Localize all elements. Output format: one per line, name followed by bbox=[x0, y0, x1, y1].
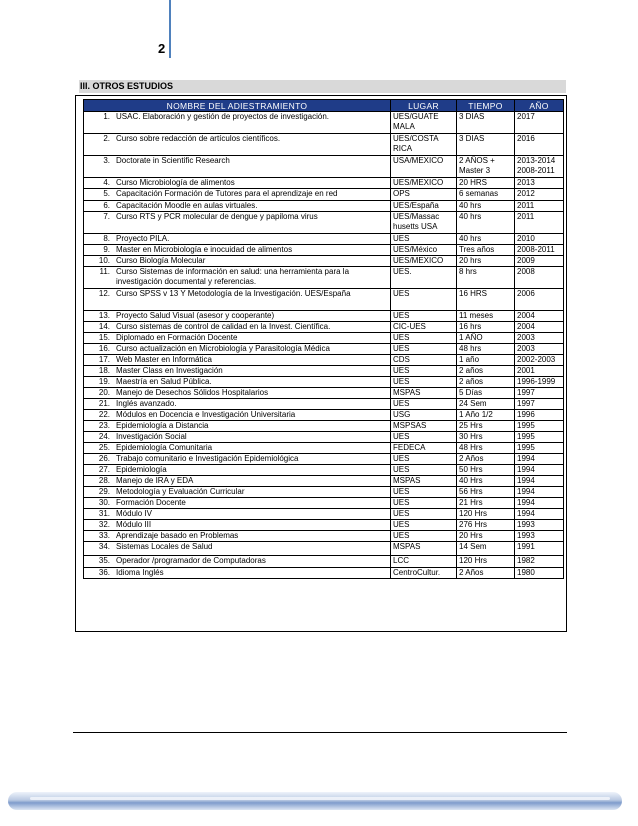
training-name-cell bbox=[84, 156, 391, 178]
place-cell: UES/MEXICO bbox=[391, 256, 457, 267]
table-row bbox=[84, 112, 564, 134]
place-cell: UES bbox=[391, 487, 457, 498]
row-number: 6. bbox=[103, 201, 110, 210]
table-row bbox=[84, 454, 564, 465]
table-row bbox=[84, 201, 564, 212]
table-row bbox=[84, 509, 564, 520]
training-name-cell bbox=[84, 410, 391, 421]
year-cell: 2009 bbox=[515, 256, 564, 267]
year-cell: 2017 bbox=[515, 112, 564, 134]
place-cell: UES bbox=[391, 344, 457, 355]
year-cell: 1994 bbox=[515, 487, 564, 498]
table-row bbox=[84, 432, 564, 443]
duration-cell: 48 Hrs bbox=[457, 443, 515, 454]
training-name: Investigación Social bbox=[116, 432, 187, 441]
row-number: 26. bbox=[98, 454, 110, 463]
place-cell: UES bbox=[391, 454, 457, 465]
training-name: Curso Microbiología de alimentos bbox=[116, 178, 235, 187]
training-name-cell bbox=[84, 333, 391, 344]
training-name-cell bbox=[84, 399, 391, 410]
training-name: Curso Biología Molecular bbox=[116, 256, 206, 265]
training-name: Capacitación Formación de Tutores para el aprendizaje en red bbox=[116, 189, 338, 198]
place-cell: UES bbox=[391, 289, 457, 311]
training-name-cell bbox=[84, 134, 391, 156]
training-name-cell bbox=[84, 201, 391, 212]
table-row bbox=[84, 542, 564, 556]
year-cell: 1993 bbox=[515, 520, 564, 531]
year-cell: 2013-2014 2008-2011 bbox=[515, 156, 564, 178]
training-name: Metodología y Evaluación Curricular bbox=[116, 487, 245, 496]
row-number: 10. bbox=[98, 256, 110, 265]
row-number: 34. bbox=[98, 542, 110, 551]
place-cell: USA/MEXICO bbox=[391, 156, 457, 178]
place-cell: FEDECA bbox=[391, 443, 457, 454]
training-table bbox=[83, 99, 564, 579]
training-name-cell bbox=[84, 487, 391, 498]
place-cell: UES/España bbox=[391, 201, 457, 212]
place-cell: CDS bbox=[391, 355, 457, 366]
year-cell: 1996 bbox=[515, 410, 564, 421]
training-name: Manejo de IRA y EDA bbox=[116, 476, 194, 485]
training-name-cell bbox=[84, 556, 391, 568]
row-number: 14. bbox=[98, 322, 110, 331]
training-name: Curso RTS y PCR molecular de dengue y papiloma virus bbox=[116, 212, 318, 221]
training-name-cell bbox=[84, 476, 391, 487]
table-row bbox=[84, 189, 564, 201]
table-row bbox=[84, 556, 564, 568]
table-row bbox=[84, 212, 564, 234]
row-number: 12. bbox=[98, 289, 110, 298]
training-name: Sistemas Locales de Salud bbox=[116, 542, 213, 551]
training-name-cell bbox=[84, 289, 391, 311]
year-cell: 2013 bbox=[515, 178, 564, 189]
row-number: 23. bbox=[98, 421, 110, 430]
table-row bbox=[84, 333, 564, 344]
page-number: 2 bbox=[158, 41, 166, 56]
row-number: 33. bbox=[98, 531, 110, 540]
year-cell: 1993 bbox=[515, 531, 564, 542]
training-name-cell bbox=[84, 509, 391, 520]
training-name-cell bbox=[84, 189, 391, 201]
place-cell: MSPAS bbox=[391, 542, 457, 556]
year-cell: 2012 bbox=[515, 189, 564, 201]
duration-cell: 6 semanas bbox=[457, 189, 515, 201]
place-cell: UES bbox=[391, 366, 457, 377]
place-cell: MSPSAS bbox=[391, 421, 457, 432]
duration-cell: 3 DIAS bbox=[457, 112, 515, 134]
table-row bbox=[84, 322, 564, 333]
table-header-row bbox=[84, 100, 564, 112]
duration-cell: 8 hrs bbox=[457, 267, 515, 289]
row-number: 21. bbox=[98, 399, 110, 408]
training-name: Master Class en Investigación bbox=[116, 366, 223, 375]
training-name-cell bbox=[84, 542, 391, 556]
duration-cell: 2 Años bbox=[457, 568, 515, 579]
training-name: Proyecto Salud Visual (asesor y cooperante) bbox=[116, 311, 275, 320]
training-name: Operador /programador de Computadoras bbox=[116, 556, 266, 565]
year-cell: 2003 bbox=[515, 333, 564, 344]
table-row bbox=[84, 388, 564, 399]
year-cell: 1995 bbox=[515, 443, 564, 454]
row-number: 4. bbox=[103, 178, 110, 187]
year-cell: 1994 bbox=[515, 498, 564, 509]
duration-cell: 40 hrs bbox=[457, 201, 515, 212]
duration-cell: 20 hrs bbox=[457, 256, 515, 267]
place-cell: USG bbox=[391, 410, 457, 421]
year-cell: 2004 bbox=[515, 311, 564, 322]
training-name: Curso actualización en Microbiología y Parasitología Médica bbox=[116, 344, 330, 353]
row-number: 36. bbox=[98, 568, 110, 577]
place-cell: MSPAS bbox=[391, 476, 457, 487]
place-cell: UES bbox=[391, 311, 457, 322]
year-cell: 2010 bbox=[515, 234, 564, 245]
training-name-cell bbox=[84, 256, 391, 267]
place-cell: UES bbox=[391, 234, 457, 245]
header-vertical-rule bbox=[169, 0, 171, 58]
year-cell: 1995 bbox=[515, 432, 564, 443]
training-name: Epidemiología a Distancia bbox=[116, 421, 209, 430]
table-row bbox=[84, 421, 564, 432]
row-number: 30. bbox=[98, 498, 110, 507]
row-number: 22. bbox=[98, 410, 110, 419]
duration-cell: 1 año bbox=[457, 355, 515, 366]
row-number: 29. bbox=[98, 487, 110, 496]
duration-cell: 3 DIAS bbox=[457, 134, 515, 156]
duration-cell: 40 hrs bbox=[457, 234, 515, 245]
training-name: Curso sistemas de control de calidad en la Invest. Científica. bbox=[116, 322, 331, 331]
training-name-cell bbox=[84, 388, 391, 399]
row-number: 17. bbox=[98, 355, 110, 364]
duration-cell: 16 hrs bbox=[457, 322, 515, 333]
place-cell: LCC bbox=[391, 556, 457, 568]
table-row bbox=[84, 410, 564, 421]
row-number: 31. bbox=[98, 509, 110, 518]
duration-cell: Tres años bbox=[457, 245, 515, 256]
year-cell: 1995 bbox=[515, 421, 564, 432]
row-number: 16. bbox=[98, 344, 110, 353]
row-number: 18. bbox=[98, 366, 110, 375]
training-name: Master en Microbiología e inocuidad de alimentos bbox=[116, 245, 293, 254]
year-cell: 1980 bbox=[515, 568, 564, 579]
table-row bbox=[84, 234, 564, 245]
training-name: Curso SPSS v 13 Y Metodología de la Investigación. UES/España bbox=[116, 289, 351, 298]
duration-cell: 56 Hrs bbox=[457, 487, 515, 498]
table-row bbox=[84, 289, 564, 311]
place-cell: MSPAS bbox=[391, 388, 457, 399]
duration-cell: 20 HRS bbox=[457, 178, 515, 189]
year-cell: 1996-1999 bbox=[515, 377, 564, 388]
place-cell: UES bbox=[391, 333, 457, 344]
footer-decoration bbox=[8, 792, 622, 810]
training-name-cell bbox=[84, 432, 391, 443]
table-row bbox=[84, 531, 564, 542]
training-name-cell bbox=[84, 267, 391, 289]
row-number: 25. bbox=[98, 443, 110, 452]
table-row bbox=[84, 443, 564, 454]
duration-cell: 1 Año 1/2 bbox=[457, 410, 515, 421]
place-cell: UES bbox=[391, 377, 457, 388]
duration-cell: 1 AÑO bbox=[457, 333, 515, 344]
training-name: Maestría en Salud Pública. bbox=[116, 377, 212, 386]
training-name: Módulo IV bbox=[116, 509, 153, 518]
place-cell: UES/México bbox=[391, 245, 457, 256]
duration-cell: 5 Días bbox=[457, 388, 515, 399]
training-name: USAC. Elaboración y gestión de proyectos de investigación. bbox=[116, 112, 330, 121]
year-cell: 2002-2003 bbox=[515, 355, 564, 366]
year-cell: 2003 bbox=[515, 344, 564, 355]
place-cell: UES/COSTA RICA bbox=[391, 134, 457, 156]
training-name-cell bbox=[84, 454, 391, 465]
duration-cell: 48 hrs bbox=[457, 344, 515, 355]
row-number: 27. bbox=[98, 465, 110, 474]
table-row bbox=[84, 520, 564, 531]
footer-rule bbox=[73, 732, 567, 733]
year-cell: 2006 bbox=[515, 289, 564, 311]
duration-cell: 120 Hrs bbox=[457, 556, 515, 568]
year-cell: 2004 bbox=[515, 322, 564, 333]
training-name-cell bbox=[84, 245, 391, 256]
duration-cell: 50 Hrs bbox=[457, 465, 515, 476]
row-number: 9. bbox=[103, 245, 110, 254]
place-cell: UES bbox=[391, 432, 457, 443]
training-name: Idioma Inglés bbox=[116, 568, 164, 577]
training-name: Trabajo comunitario e Investigación Epidemiológica bbox=[116, 454, 299, 463]
place-cell: UES. bbox=[391, 267, 457, 289]
row-number: 15. bbox=[98, 333, 110, 342]
year-cell: 2011 bbox=[515, 212, 564, 234]
header-year: AÑO bbox=[515, 100, 564, 112]
training-name-cell bbox=[84, 311, 391, 322]
table-row bbox=[84, 465, 564, 476]
training-name-cell bbox=[84, 322, 391, 333]
table-row bbox=[84, 476, 564, 487]
row-number: 8. bbox=[103, 234, 110, 243]
duration-cell: 2 Años bbox=[457, 454, 515, 465]
training-name: Aprendizaje basado en Problemas bbox=[116, 531, 239, 540]
duration-cell: 11 meses bbox=[457, 311, 515, 322]
place-cell: UES bbox=[391, 498, 457, 509]
training-name-cell bbox=[84, 355, 391, 366]
training-name: Curso sobre redacción de artículos científicos. bbox=[116, 134, 281, 143]
table-row bbox=[84, 134, 564, 156]
duration-cell: 276 Hrs bbox=[457, 520, 515, 531]
training-name: Doctorate in Scientific Research bbox=[116, 156, 230, 165]
year-cell: 1994 bbox=[515, 465, 564, 476]
place-cell: UES bbox=[391, 520, 457, 531]
row-number: 28. bbox=[98, 476, 110, 485]
duration-cell: 16 HRS bbox=[457, 289, 515, 311]
duration-cell: 25 Hrs bbox=[457, 421, 515, 432]
table-row bbox=[84, 311, 564, 322]
training-name: Inglés avanzado. bbox=[116, 399, 177, 408]
row-number: 20. bbox=[98, 388, 110, 397]
place-cell: OPS bbox=[391, 189, 457, 201]
place-cell: CentroCultur. bbox=[391, 568, 457, 579]
training-name-cell bbox=[84, 520, 391, 531]
table-row bbox=[84, 399, 564, 410]
place-cell: UES/MEXICO bbox=[391, 178, 457, 189]
section-title: III. OTROS ESTUDIOS bbox=[79, 80, 566, 93]
training-name: Epidemiología bbox=[116, 465, 167, 474]
year-cell: 2001 bbox=[515, 366, 564, 377]
row-number: 7. bbox=[103, 212, 110, 221]
table-row bbox=[84, 377, 564, 388]
year-cell: 2016 bbox=[515, 134, 564, 156]
training-name-cell bbox=[84, 421, 391, 432]
duration-cell: 24 Sem bbox=[457, 399, 515, 410]
training-name: Módulos en Docencia e Investigación Universitaria bbox=[116, 410, 296, 419]
table-row bbox=[84, 267, 564, 289]
duration-cell: 14 Sem bbox=[457, 542, 515, 556]
duration-cell: 120 Hrs bbox=[457, 509, 515, 520]
table-row bbox=[84, 366, 564, 377]
duration-cell: 40 Hrs bbox=[457, 476, 515, 487]
table-row bbox=[84, 178, 564, 189]
place-cell: UES/GUATE MALA bbox=[391, 112, 457, 134]
training-name-cell bbox=[84, 498, 391, 509]
table-row bbox=[84, 355, 564, 366]
place-cell: UES/Massac husetts USA bbox=[391, 212, 457, 234]
training-name-cell bbox=[84, 465, 391, 476]
table-row bbox=[84, 498, 564, 509]
header-name: NOMBRE DEL ADIESTRAMIENTO bbox=[84, 100, 391, 112]
footer-highlight bbox=[30, 797, 610, 800]
training-name-cell bbox=[84, 212, 391, 234]
row-number: 35. bbox=[98, 556, 110, 565]
training-name: Web Master en Informática bbox=[116, 355, 212, 364]
training-name: Capacitación Moodle en aulas virtuales. bbox=[116, 201, 258, 210]
duration-cell: 40 hrs bbox=[457, 212, 515, 234]
row-number: 5. bbox=[103, 189, 110, 198]
place-cell: CIC-UES bbox=[391, 322, 457, 333]
training-name-cell bbox=[84, 366, 391, 377]
training-name: Formación Docente bbox=[116, 498, 186, 507]
row-number: 3. bbox=[103, 156, 110, 165]
place-cell: UES bbox=[391, 531, 457, 542]
duration-cell: 30 Hrs bbox=[457, 432, 515, 443]
row-number: 1. bbox=[103, 112, 110, 121]
year-cell: 1997 bbox=[515, 388, 564, 399]
training-name-cell bbox=[84, 112, 391, 134]
table-body bbox=[84, 112, 564, 579]
header-duration: TIEMPO bbox=[457, 100, 515, 112]
training-name-cell bbox=[84, 531, 391, 542]
duration-cell: 2 AÑOS + Master 3 bbox=[457, 156, 515, 178]
year-cell: 1994 bbox=[515, 454, 564, 465]
table-row bbox=[84, 344, 564, 355]
duration-cell: 2 años bbox=[457, 377, 515, 388]
training-name: Curso Sistemas de información en salud: una herramienta para la investigación documental y referencias. bbox=[116, 267, 350, 286]
row-number: 19. bbox=[98, 377, 110, 386]
training-name-cell bbox=[84, 568, 391, 579]
training-name-cell bbox=[84, 344, 391, 355]
training-name: Diplomado en Formación Docente bbox=[116, 333, 238, 342]
row-number: 11. bbox=[99, 267, 110, 276]
row-number: 32. bbox=[98, 520, 110, 529]
place-cell: UES bbox=[391, 465, 457, 476]
table-row bbox=[84, 256, 564, 267]
training-name-cell bbox=[84, 443, 391, 454]
training-name: Epidemiología Comunitaria bbox=[116, 443, 213, 452]
year-cell: 1997 bbox=[515, 399, 564, 410]
training-name: Manejo de Desechos Sólidos Hospitalarios bbox=[116, 388, 269, 397]
table-row bbox=[84, 156, 564, 178]
place-cell: UES bbox=[391, 509, 457, 520]
training-name: Módulo III bbox=[116, 520, 152, 529]
row-number: 24. bbox=[98, 432, 110, 441]
place-cell: UES bbox=[391, 399, 457, 410]
row-number: 13. bbox=[98, 311, 110, 320]
year-cell: 1991 bbox=[515, 542, 564, 556]
training-name: Proyecto PILA. bbox=[116, 234, 170, 243]
training-name-cell bbox=[84, 234, 391, 245]
year-cell: 1994 bbox=[515, 509, 564, 520]
table-row bbox=[84, 245, 564, 256]
table-row bbox=[84, 487, 564, 498]
training-name-cell bbox=[84, 178, 391, 189]
duration-cell: 21 Hrs bbox=[457, 498, 515, 509]
table-row bbox=[84, 568, 564, 579]
year-cell: 2011 bbox=[515, 201, 564, 212]
header-place: LUGAR bbox=[391, 100, 457, 112]
year-cell: 2008-2011 bbox=[515, 245, 564, 256]
year-cell: 1982 bbox=[515, 556, 564, 568]
duration-cell: 2 años bbox=[457, 366, 515, 377]
training-name-cell bbox=[84, 377, 391, 388]
row-number: 2. bbox=[103, 134, 110, 143]
duration-cell: 20 Hrs bbox=[457, 531, 515, 542]
year-cell: 1994 bbox=[515, 476, 564, 487]
year-cell: 2008 bbox=[515, 267, 564, 289]
